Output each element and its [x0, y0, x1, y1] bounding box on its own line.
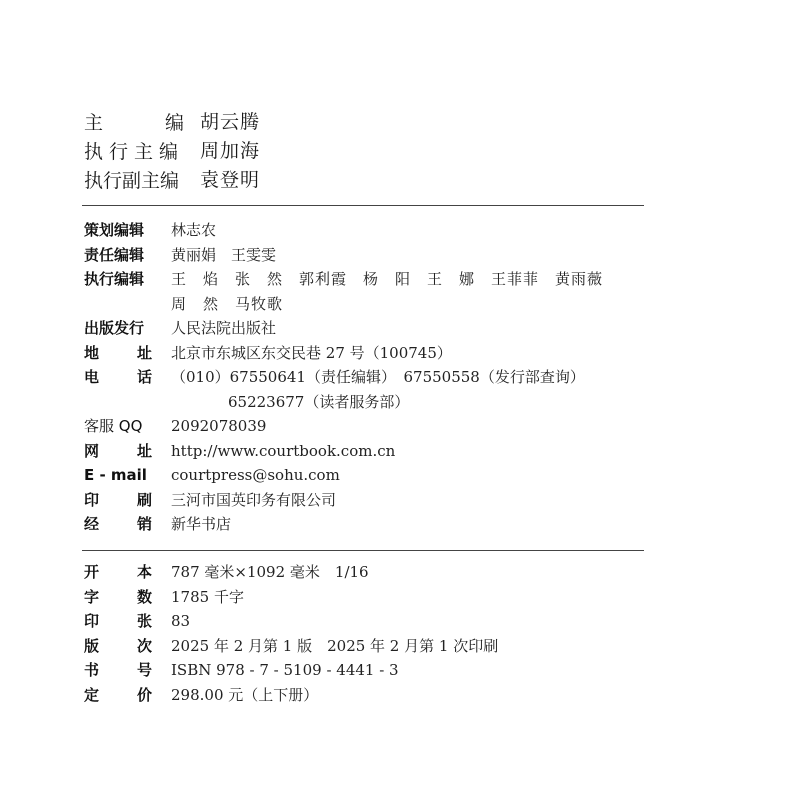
responsible-editor-label: 责任编辑 [84, 245, 145, 264]
price-label-right: 价 [136, 685, 152, 704]
format-value: 787 毫米×1092 毫米 1/16 [171, 563, 369, 581]
price-value: 298.00 元（上下册） [171, 685, 319, 704]
distributor-label-right: 销 [136, 515, 152, 533]
executive-chief-editor-label: 执行主编 [84, 141, 185, 163]
qq-value: 2092078039 [171, 417, 267, 435]
chief-editor-label-left: 主 [84, 112, 104, 134]
divider-top [82, 205, 644, 206]
edition-label-left: 版 [84, 636, 100, 655]
responsible-editor-value: 黄丽娟 王雯雯 [171, 245, 277, 264]
publisher-label: 出版发行 [84, 319, 145, 337]
planning-editor-value: 林志农 [171, 221, 217, 239]
printer-label-right: 刷 [136, 490, 152, 509]
format-label-right: 本 [136, 563, 152, 581]
chief-editor-label-right: 编 [164, 112, 184, 134]
isbn-value: ISBN 978 - 7 - 5109 - 4441 - 3 [171, 661, 399, 679]
divider-bottom [82, 550, 644, 551]
executive-chief-editor-name: 周加海 [200, 140, 261, 162]
executive-editor-label: 执行编辑 [84, 270, 145, 288]
executive-chief-editor-row [84, 135, 260, 164]
publisher-value: 人民法院出版社 [171, 319, 277, 337]
phone-label-right: 话 [136, 368, 152, 386]
executive-editor-names-line1: 王 焰 张 然 郭利霞 杨 阳 王 娜 王菲菲 黄雨薇 [171, 270, 604, 288]
editors-block [84, 106, 260, 193]
sheets-value: 83 [171, 612, 191, 630]
isbn-label-right: 号 [136, 661, 152, 679]
email-value: courtpress@sohu.com [171, 466, 340, 484]
planning-editor-label: 策划编辑 [84, 221, 145, 239]
phone-label-left: 电 [84, 368, 100, 386]
executive-editor-names-line2: 周 然 马牧歌 [171, 294, 284, 313]
email-label: E - mail [84, 466, 147, 484]
website-value: http://www.courtbook.com.cn [171, 441, 396, 460]
chief-editor-row [84, 106, 260, 135]
printer-label-left: 印 [84, 490, 100, 509]
address-label-right: 址 [136, 343, 152, 362]
deputy-executive-editor-name: 袁登明 [200, 169, 261, 191]
address-value: 北京市东城区东交民巷 27 号（100745） [171, 343, 452, 362]
word-count-value: 1785 千字 [171, 587, 244, 606]
phone-value-line2: 65223677（读者服务部） [228, 392, 410, 411]
word-count-label-right: 数 [136, 587, 152, 606]
sheets-label-right: 张 [136, 612, 152, 630]
isbn-label-left: 书 [84, 661, 100, 679]
sheets-label-left: 印 [84, 612, 100, 630]
distributor-label-left: 经 [84, 515, 100, 533]
deputy-executive-editor-row [84, 164, 260, 193]
format-label-left: 开 [84, 563, 100, 581]
word-count-label-left: 字 [84, 587, 100, 606]
address-label-left: 地 [84, 343, 100, 362]
edition-value: 2025 年 2 月第 1 版 2025 年 2 月第 1 次印刷 [171, 636, 499, 655]
distributor-value: 新华书店 [171, 515, 232, 533]
edition-label-right: 次 [136, 636, 152, 655]
qq-label: 客服 QQ [84, 417, 143, 435]
website-label-right: 址 [136, 441, 152, 460]
phone-value-line1: （010）67550641（责任编辑） 67550558（发行部查询） [171, 368, 585, 386]
printer-value: 三河市国英印务有限公司 [171, 490, 337, 509]
price-label-left: 定 [84, 685, 100, 704]
website-label-left: 网 [84, 441, 100, 460]
chief-editor-name: 胡云腾 [200, 111, 261, 133]
deputy-executive-editor-label: 执行副主编 [84, 170, 180, 192]
